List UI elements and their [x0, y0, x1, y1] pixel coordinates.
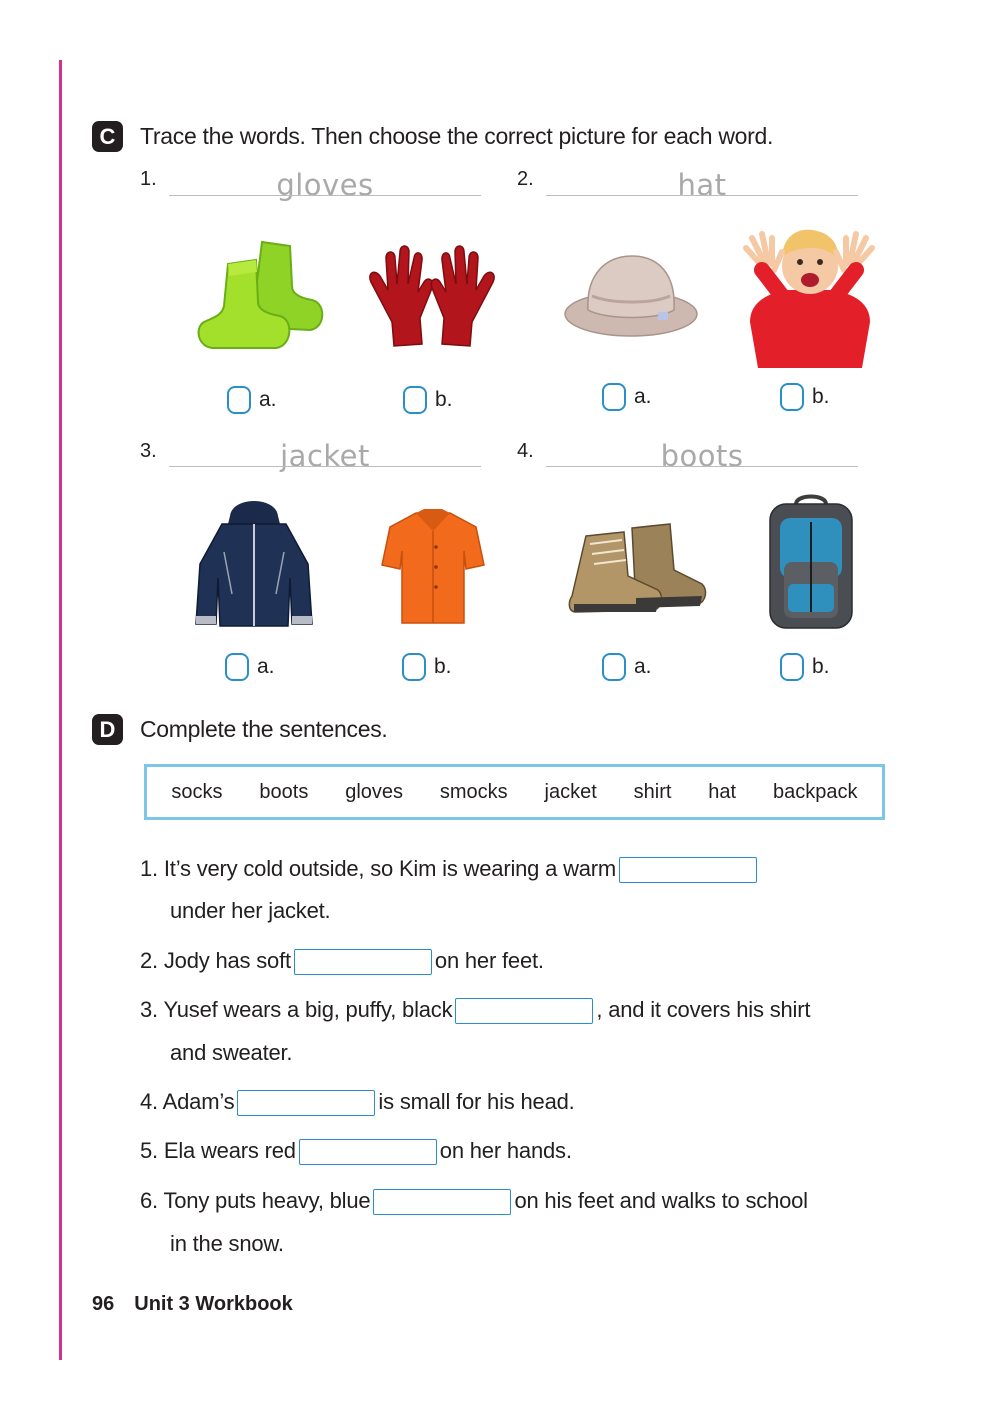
item-3-option-b[interactable] — [402, 653, 452, 681]
sentence-6 — [140, 1188, 808, 1215]
item-3-option-a[interactable] — [225, 653, 275, 681]
sentence-4-text-before: Adam’s — [162, 1089, 235, 1114]
word-bank-item: jacket — [544, 780, 597, 803]
sentence-3 — [140, 997, 810, 1024]
page-footer — [92, 1293, 293, 1316]
item-1-option-a[interactable] — [227, 386, 277, 414]
section-d-badge: D — [92, 714, 123, 745]
item-4-option-a[interactable] — [602, 653, 652, 681]
sentence-6-continuation: in the snow. — [170, 1231, 284, 1256]
item-3-number: 3. — [140, 440, 157, 462]
gloves-icon — [362, 244, 502, 349]
sentence-2-number: 2. — [140, 948, 158, 973]
hat-icon — [562, 250, 700, 342]
page-number: 96 — [92, 1293, 115, 1315]
sentence-6-text-after: on his feet and walks to school — [514, 1188, 808, 1213]
sentence-5-answer-input[interactable] — [299, 1139, 437, 1165]
item-1-option-b-checkbox[interactable] — [403, 386, 427, 414]
word-bank-item: smocks — [439, 780, 508, 803]
sentence-4-answer-input[interactable] — [237, 1090, 375, 1116]
item-2-option-a-label: a. — [634, 385, 652, 408]
item-1-trace-word[interactable]: gloves — [276, 168, 374, 202]
socks-icon — [192, 236, 327, 354]
item-4-trace-line — [546, 466, 858, 467]
sentence-4 — [140, 1089, 575, 1116]
sentence-1-continuation: under her jacket. — [170, 898, 331, 923]
sentence-6-number: 6. — [140, 1188, 158, 1213]
item-4-option-b-checkbox[interactable] — [780, 653, 804, 681]
item-4-option-a-checkbox[interactable] — [602, 653, 626, 681]
section-c-title: Trace the words. Then choose the correct picture for each word. — [140, 123, 774, 149]
sentence-6-answer-input[interactable] — [373, 1189, 511, 1215]
item-1-option-a-checkbox[interactable] — [227, 386, 251, 414]
sentence-3-text-before: Yusef wears a big, puffy, black — [163, 997, 453, 1022]
word-bank-item: hat — [708, 780, 737, 803]
item-2-trace-word[interactable]: hat — [677, 168, 727, 202]
child-smock-icon — [738, 226, 880, 368]
sentence-5 — [140, 1138, 572, 1165]
item-2-option-a-checkbox[interactable] — [602, 383, 626, 411]
item-2-trace-line — [546, 195, 858, 196]
item-2-option-b[interactable] — [780, 383, 830, 411]
item-2-option-a[interactable] — [602, 383, 652, 411]
item-4-option-b[interactable] — [780, 653, 830, 681]
boots-icon — [566, 518, 708, 614]
word-bank-item: gloves — [345, 780, 404, 803]
item-1-trace-line — [169, 195, 481, 196]
item-3-trace-word[interactable]: jacket — [280, 439, 370, 473]
item-4-option-a-label: a. — [634, 655, 652, 678]
item-2-option-b-label: b. — [812, 385, 830, 408]
sentence-6-text-before: Tony puts heavy, blue — [163, 1188, 371, 1213]
item-3-option-a-checkbox[interactable] — [225, 653, 249, 681]
item-4-number: 4. — [517, 440, 534, 462]
sentence-5-text-after: on her hands. — [439, 1138, 572, 1163]
sentence-3-continuation: and sweater. — [170, 1040, 293, 1065]
item-2-number: 2. — [517, 168, 534, 190]
section-d-title: Complete the sentences. — [140, 716, 388, 742]
sentence-1-answer-input[interactable] — [619, 857, 757, 883]
sentence-2-text-before: Jody has soft — [163, 948, 291, 973]
item-1-option-a-label: a. — [259, 388, 277, 411]
word-bank-item: boots — [259, 780, 309, 803]
sentence-1 — [140, 856, 760, 883]
sentence-1-text-before: It’s very cold outside, so Kim is wearing a warm — [163, 856, 617, 881]
sentence-4-text-after: is small for his head. — [378, 1089, 575, 1114]
section-c-badge: C — [92, 121, 123, 152]
item-3-trace-line — [169, 466, 481, 467]
item-3-option-b-checkbox[interactable] — [402, 653, 426, 681]
jacket-icon — [192, 494, 316, 630]
word-bank — [144, 764, 885, 820]
sentence-4-number: 4. — [140, 1089, 158, 1114]
sentence-2-answer-input[interactable] — [294, 949, 432, 975]
sentence-3-answer-input[interactable] — [455, 998, 593, 1024]
sentence-2-text-after: on her feet. — [434, 948, 544, 973]
item-4-option-b-label: b. — [812, 655, 830, 678]
item-1-number: 1. — [140, 168, 157, 190]
item-3-option-a-label: a. — [257, 655, 275, 678]
sentence-5-text-before: Ela wears red — [163, 1138, 296, 1163]
word-bank-item: shirt — [633, 780, 672, 803]
backpack-icon — [766, 492, 856, 632]
word-bank-item: backpack — [772, 780, 858, 803]
sentence-3-text-after: , and it covers his shirt — [596, 997, 811, 1022]
shirt-icon — [380, 507, 486, 627]
item-1-option-b[interactable] — [403, 386, 453, 414]
sentence-5-number: 5. — [140, 1138, 158, 1163]
sentence-2 — [140, 948, 544, 975]
item-3-option-b-label: b. — [434, 655, 452, 678]
sentence-1-number: 1. — [140, 856, 158, 881]
item-1-option-b-label: b. — [435, 388, 453, 411]
sentence-3-number: 3. — [140, 997, 158, 1022]
footer-label: Unit 3 Workbook — [134, 1293, 293, 1315]
item-4-trace-word[interactable]: boots — [660, 439, 744, 473]
item-2-option-b-checkbox[interactable] — [780, 383, 804, 411]
word-bank-item: socks — [171, 780, 223, 803]
page-margin-line — [59, 60, 62, 1360]
